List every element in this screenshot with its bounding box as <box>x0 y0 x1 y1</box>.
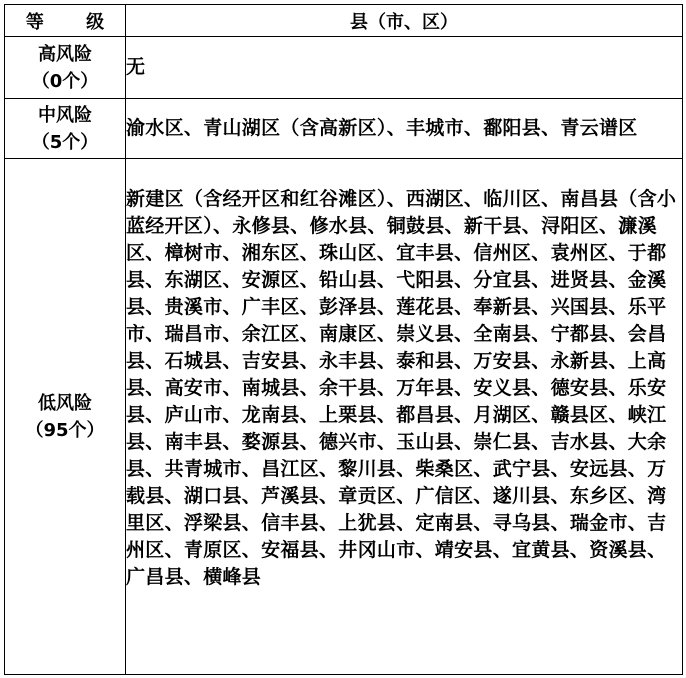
table-row-low-risk <box>5 159 683 675</box>
level-cell-medium <box>5 99 126 159</box>
table-row-medium-risk <box>5 99 683 159</box>
header-level-text: 等 级 <box>25 11 123 33</box>
level-name: 低风险 <box>38 392 92 414</box>
level-count: （0个） <box>31 70 99 92</box>
level-count: （5个） <box>31 131 99 153</box>
level-cell-low <box>5 159 126 675</box>
areas-cell-high: 无 <box>126 37 683 99</box>
header-areas: 县（市、区） <box>126 5 683 37</box>
risk-level-table <box>4 4 683 675</box>
header-level <box>5 5 126 37</box>
level-count: （95个） <box>25 419 105 441</box>
areas-cell-low: 新建区（含经开区和红谷滩区）、西湖区、临川区、南昌县（含小蓝经开区）、永修县、修水县、铜鼓县、新干县、浔阳区、濂溪区、樟树市、湘东区、珠山区、宜丰县、信州区、袁州区、于都县、东湖区、安源区、铅山县、弋阳县、分宜县、进贤县、金溪县、贵溪市、广丰区、彭泽县、莲花县、奉新县、兴国县、乐平市、瑞昌市、余江区、南康区、崇义县、全南县、宁都县、会昌县、石城县、吉安县、永丰县、泰和县、万安县、永新县、上高县、高安市、南城县、余干县、万年县、安义县、德安县、乐安县、庐山市、龙南县、上栗县、都昌县、月湖区、赣县区、峡江县、南丰县、婺源县、德兴市、玉山县、崇仁县、吉水县、大余县、共青城市、昌江区、黎川县、柴桑区、武宁县、安远县、万载县、湖口县、芦溪县、章贡区、广信区、遂川县、东乡区、湾里区、浮梁县、信丰县、上犹县、定南县、寻乌县、瑞金市、吉州区、青原区、安福县、井冈山市、靖安县、宜黄县、资溪县、广昌县、横峰县 <box>126 159 683 675</box>
table-row-high-risk <box>5 37 683 99</box>
level-cell-high <box>5 37 126 99</box>
level-name: 高风险 <box>38 43 92 65</box>
level-name: 中风险 <box>38 104 92 126</box>
table-header-row <box>5 5 683 37</box>
areas-cell-medium: 渝水区、青山湖区（含高新区）、丰城市、鄱阳县、青云谱区 <box>126 99 683 159</box>
